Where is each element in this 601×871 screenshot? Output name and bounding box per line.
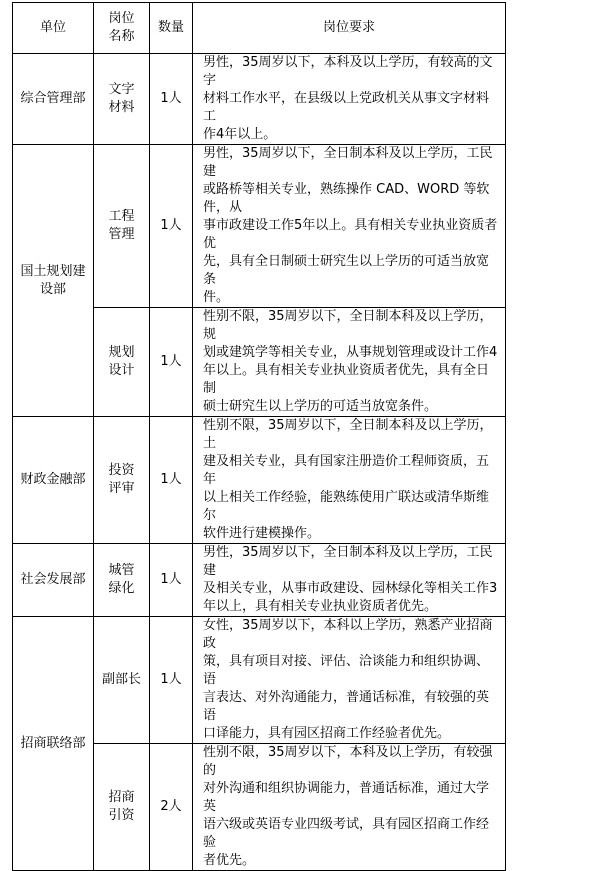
header-unit: 单位 [13, 3, 94, 54]
count-cell: 1人 [150, 617, 193, 744]
position-cell: 文字 材料 [94, 54, 150, 145]
unit-cell: 综合管理部 [13, 54, 94, 145]
unit-cell: 招商联络部 [13, 617, 94, 871]
table-header-row [13, 3, 506, 54]
table-row [13, 544, 506, 617]
position-cell: 城管 绿化 [94, 544, 150, 617]
unit-cell: 国土规划建 设部 [13, 145, 94, 417]
requirement-cell: 男性，35周岁以下，全日制本科及以上学历，工民建 及相关专业，从事市政建设、园林绿化等相关工作3 年以上，具有相关专业执业资质者优先。 [193, 544, 506, 617]
count-cell: 1人 [150, 54, 193, 145]
header-count: 数量 [150, 3, 193, 54]
requirement-cell: 男性，35周岁以下，全日制本科及以上学历，工民建 或路桥等相关专业，熟练操作 CAD、WORD 等软件，从 事市政建设工作5年以上。具有相关专业执业资质者优 先，具有全日制硕士研究生以上学历的可适当放宽条 件。 [193, 145, 506, 308]
table-row [13, 617, 506, 744]
requirement-cell: 女性，35周岁以下，本科以上学历，熟悉产业招商政 策，具有项目对接、评估、洽谈能力和组织协调、语 言表达、对外沟通能力，普通话标准，有较强的英语 口译能力，具有园区招商工作经验者优先。 [193, 617, 506, 744]
position-cell: 工程 管理 [94, 145, 150, 308]
requirement-cell: 性别不限，35周岁以下，全日制本科及以上学历，规 划或建筑学等相关专业，从事规划管理或设计工作4 年以上。具有相关专业执业资质者优先，具有全日制 硕士研究生以上学历的可适当放宽条件。 [193, 308, 506, 417]
count-cell: 1人 [150, 417, 193, 544]
header-requirement: 岗位要求 [193, 3, 506, 54]
count-cell: 2人 [150, 744, 193, 871]
table-row [13, 54, 506, 145]
header-position: 岗位 名称 [94, 3, 150, 54]
requirement-cell: 性别不限，35周岁以下，本科及以上学历，有较强的 对外沟通和组织协调能力，普通话标准，通过大学英 语六级或英语专业四级考试，具有园区招商工作经验 者优先。 [193, 744, 506, 871]
count-cell: 1人 [150, 145, 193, 308]
table-row [13, 417, 506, 544]
unit-cell: 财政金融部 [13, 417, 94, 544]
position-cell: 投资 评审 [94, 417, 150, 544]
requirement-cell: 性别不限，35周岁以下，全日制本科及以上学历，土 建及相关专业，具有国家注册造价工程师资质，五年 以上相关工作经验，能熟练使用广联达或清华斯维尔 软件进行建模操作。 [193, 417, 506, 544]
unit-cell: 社会发展部 [13, 544, 94, 617]
position-cell: 副部长 [94, 617, 150, 744]
job-requirements-table [12, 2, 506, 871]
requirement-cell: 男性，35周岁以下，本科及以上学历，有较高的文字 材料工作水平，在县级以上党政机关从事文字材料工 作4年以上。 [193, 54, 506, 145]
table-row [13, 145, 506, 308]
position-cell: 规划 设计 [94, 308, 150, 417]
position-cell: 招商 引资 [94, 744, 150, 871]
count-cell: 1人 [150, 308, 193, 417]
count-cell: 1人 [150, 544, 193, 617]
